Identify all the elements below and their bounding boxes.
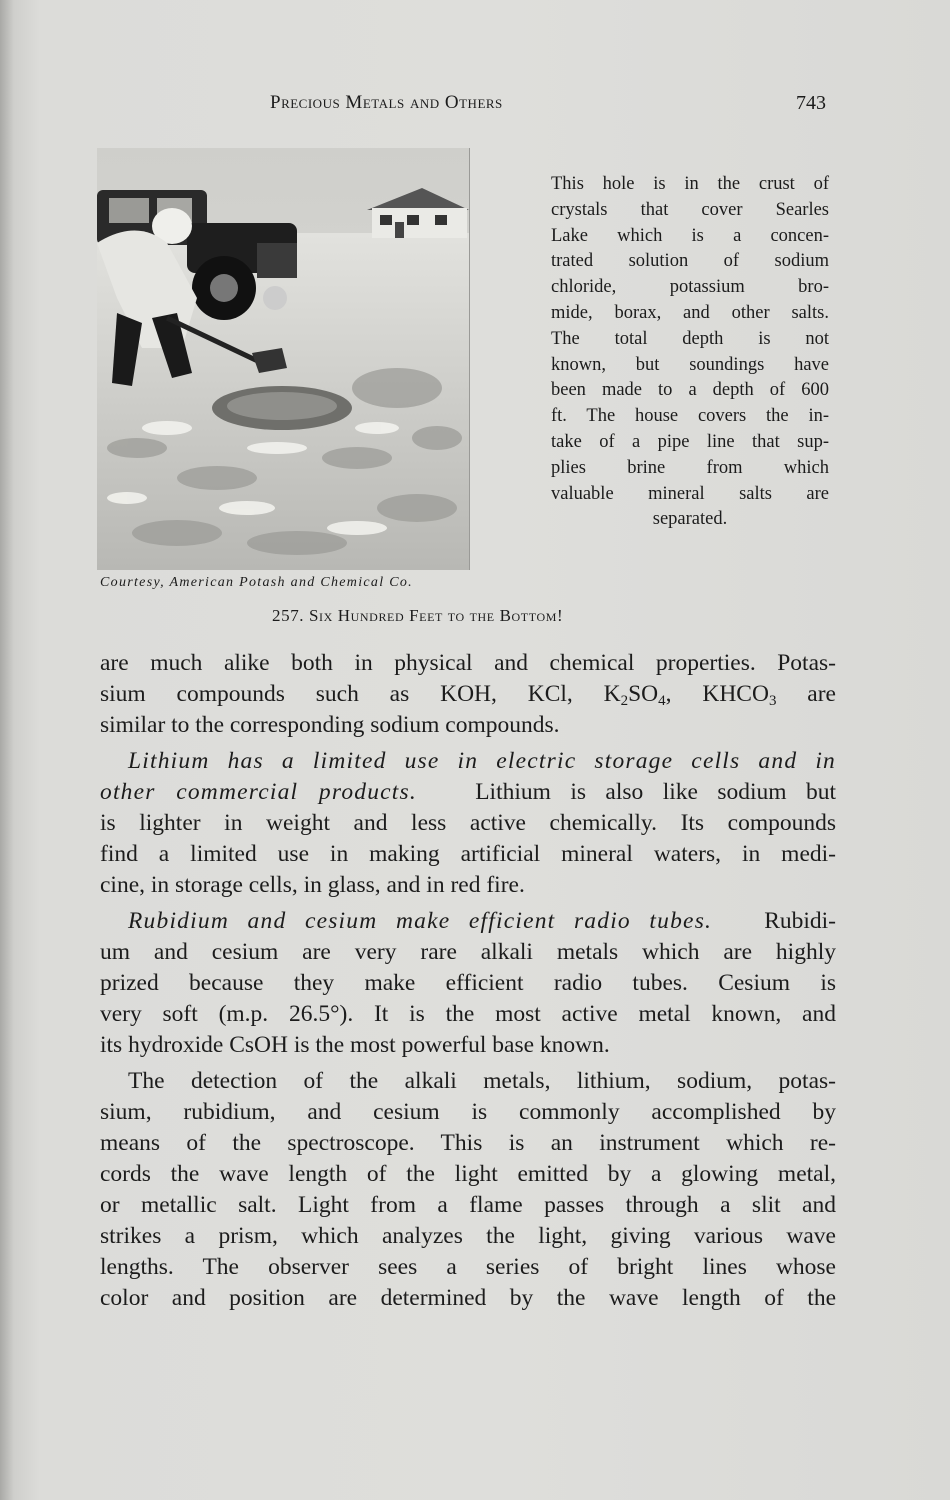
text-line: [100, 746, 836, 777]
text-line: color and position are determined by the wave length of the: [100, 1285, 836, 1311]
side-caption-line: known, but soundings have: [551, 354, 829, 375]
side-caption-line: been made to a depth of 600: [551, 380, 829, 401]
text-line: is lighter in weight and less active chemically. Its compounds: [100, 810, 836, 836]
side-caption: [551, 172, 829, 533]
side-caption-line: The total depth is not: [551, 328, 829, 349]
text-line: The detection of the alkali metals, lithium, sodium, potas-: [128, 1068, 836, 1094]
body-text: [100, 648, 836, 1314]
side-caption-line: valuable mineral salts are: [551, 483, 829, 504]
figure-caption: 257. Six Hundred Feet to the Bottom!: [272, 606, 564, 625]
text-line: very soft (m.p. 26.5°). It is the most active metal known, and: [100, 1001, 836, 1027]
running-head: Precious Metals and Others: [270, 92, 503, 113]
section-heading-rubidium: Rubidium and cesium make efficient radio tubes.: [128, 908, 713, 934]
text-line: prized because they make efficient radio tubes. Cesium is: [100, 970, 836, 996]
side-caption-line: plies brine from which: [551, 457, 829, 478]
page-number: 743: [796, 92, 826, 114]
figure-photo: [97, 148, 470, 570]
text-line: um and cesium are very rare alkali metals which are highly: [100, 939, 836, 965]
side-caption-line: trated solution of sodium: [551, 251, 829, 272]
text-line: sium compounds such as KOH, KCl, $K_2SO_4$, $KHCO_3$ are: [100, 681, 836, 709]
text-line: means of the spectroscope. This is an instrument which re-: [100, 1130, 836, 1156]
text-line: find a limited use in making artificial mineral waters, in medi-: [100, 841, 836, 867]
side-caption-line: mide, borax, and other salts.: [551, 302, 829, 323]
side-caption-line: crystals that cover Searles: [551, 199, 829, 220]
text-line: lengths. The observer sees a series of bright lines whose: [100, 1254, 836, 1280]
side-caption-line: separated.: [652, 509, 728, 530]
side-caption-line: Lake which is a concen-: [551, 225, 829, 246]
section-heading-lithium: Lithium has a limited use in electric storage cells and in: [128, 748, 836, 774]
text-line: Rubidium and cesium make efficient radio tubes. Rubidi-: [128, 908, 836, 934]
text-line: other commercial products. Lithium is also like sodium but: [100, 779, 836, 805]
text-line: similar to the corresponding sodium compounds.: [100, 712, 560, 738]
text-line: sium, rubidium, and cesium is commonly accomplished by: [100, 1099, 836, 1125]
text-line: or metallic salt. Light from a flame passes through a slit and: [100, 1192, 836, 1218]
text-line: cords the wave length of the light emitted by a glowing metal,: [100, 1161, 836, 1187]
text-line: its hydroxide CsOH is the most powerful base known.: [100, 1032, 610, 1058]
side-caption-line: take of a pipe line that sup-: [551, 431, 829, 452]
text-line: cine, in storage cells, in glass, and in red fire.: [100, 872, 525, 898]
text-line: strikes a prism, which analyzes the light, giving various wave: [100, 1223, 836, 1249]
side-caption-line: chloride, potassium bro-: [551, 277, 829, 298]
section-heading-lithium-cont: other commercial products.: [100, 779, 417, 805]
salt-lake-photo-illustration: [97, 148, 469, 570]
photo-credit: Courtesy, American Potash and Chemical Co.: [100, 575, 413, 590]
side-caption-line: This hole is in the crust of: [551, 174, 829, 194]
text-line: are much alike both in physical and chemical properties. Potas-: [100, 650, 836, 676]
side-caption-line: ft. The house covers the in-: [551, 406, 829, 427]
